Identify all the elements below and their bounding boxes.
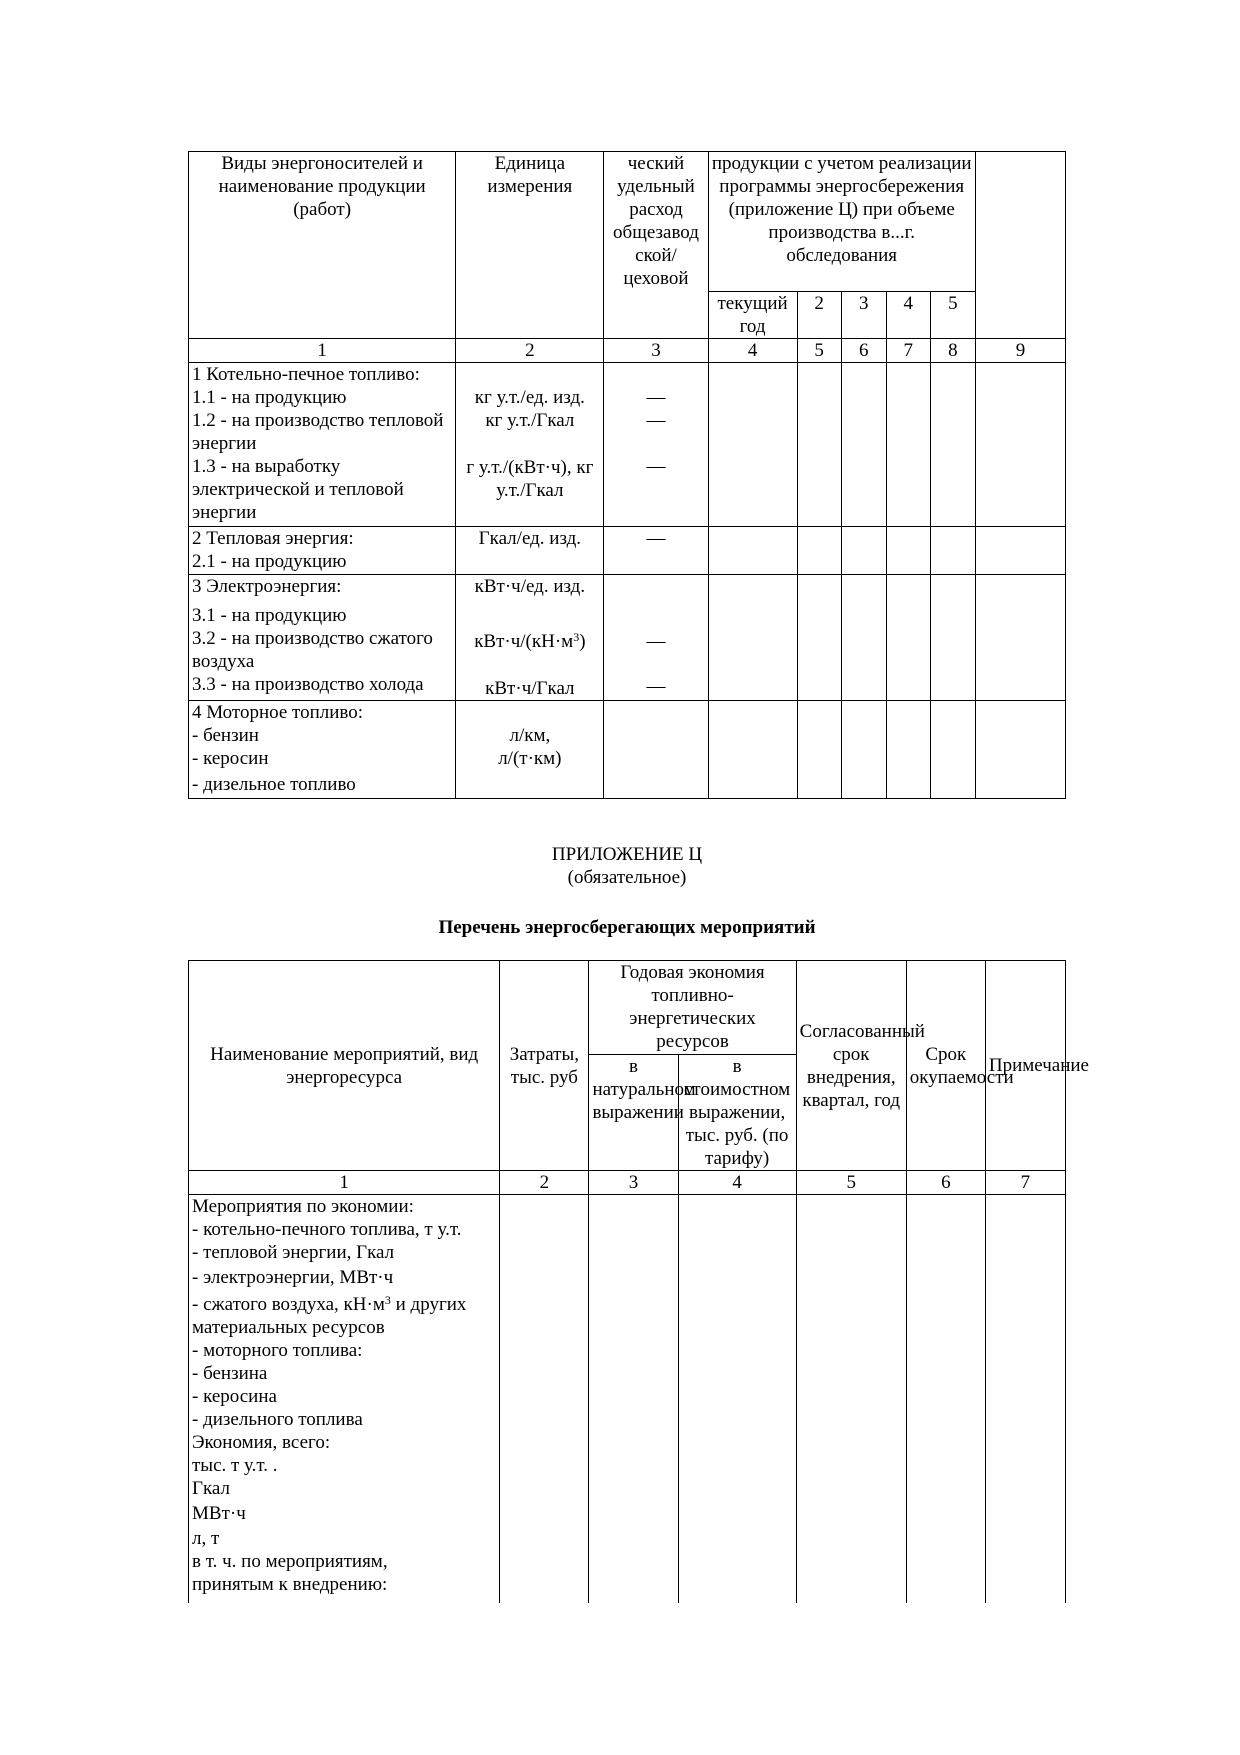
subheader-natural: в натуральном выражении <box>589 1055 678 1171</box>
col-num: 5 <box>797 339 841 363</box>
subheader-year-5: 5 <box>930 292 975 339</box>
section-dashes: — — — <box>604 363 708 527</box>
header-agreed-deadline: Согласованный срок внедрения, квартал, год <box>796 961 906 1171</box>
header-norms-group: продукции с учетом реализации программы энергосбережения (приложение Ц) при объеме производства в...г. обследования <box>708 152 975 292</box>
subheader-monetary: в стоимостном выражении, тыс. руб. (по тарифу) <box>678 1055 796 1171</box>
col-num: 8 <box>930 339 975 363</box>
table-row <box>189 701 1066 799</box>
section-units: кВт·ч/ед. изд. $кВт\cdot ч/(кН\cdot м^3)$ кВт·ч/Гкал <box>456 575 604 701</box>
col-num: 2 <box>456 339 604 363</box>
col-num: 9 <box>975 339 1065 363</box>
col-num: 1 <box>189 1171 500 1195</box>
col-num: 1 <box>189 339 456 363</box>
section-dashes: — <box>604 527 708 575</box>
col-num: 4 <box>678 1171 796 1195</box>
table-row <box>189 575 1066 701</box>
header-note: Примечание <box>985 961 1065 1171</box>
header-col9 <box>975 152 1065 339</box>
subheader-year-2: 2 <box>797 292 841 339</box>
table-row <box>189 363 1066 527</box>
section-units: л/км, л/(т·км) <box>456 701 604 799</box>
col-num: 7 <box>886 339 930 363</box>
subheader-year-3: 3 <box>841 292 886 339</box>
col-num: 4 <box>708 339 797 363</box>
section-names: 4 Моторное топливо: - бензин - керосин - дизельное топливо <box>189 701 456 799</box>
subheader-current-year: текущий год <box>708 292 797 339</box>
header-unit: Единица измерения <box>456 152 604 339</box>
header-annual-savings: Годовая экономия топливно-энергетических ресурсов <box>589 961 796 1055</box>
section-dashes: — — <box>604 575 708 701</box>
col-num: 6 <box>906 1171 985 1195</box>
col-num: 5 <box>796 1171 906 1195</box>
header-specific-consumption: ческий удельный расход общезавод ской/ цеховой <box>604 152 708 339</box>
header-payback: Срок окупаемости <box>906 961 985 1171</box>
section-units: Гкал/ед. изд. <box>456 527 604 575</box>
col-num: 6 <box>841 339 886 363</box>
header-costs: Затраты, тыс. руб <box>500 961 589 1171</box>
table-row <box>189 527 1066 575</box>
column-number-row <box>189 339 1066 363</box>
appendix-list-heading: Перечень энергосберегающих мероприятий <box>438 917 816 938</box>
section-units: кг у.т./ед. изд. кг у.т./Гкал г у.т./(кВт·ч), кг у.т./Гкал <box>456 363 604 527</box>
table-row <box>189 1195 1066 1603</box>
appendix-subtitle: (обязательное) <box>567 867 687 888</box>
section-names: 3 Электроэнергия: 3.1 - на продукцию 3.2 - на производство сжатого воздуха 3.3 - на производство холода <box>189 575 456 701</box>
header-measure-name: Наименование мероприятий, вид энергоресурса <box>189 961 500 1171</box>
col-num: 7 <box>985 1171 1065 1195</box>
subheader-year-4: 4 <box>886 292 930 339</box>
measures-table <box>188 960 1089 1603</box>
appendix-title: ПРИЛОЖЕНИЕ Ц <box>551 844 703 865</box>
section-names: 1 Котельно-печное топливо: 1.1 - на продукцию 1.2 - на производство тепловой энергии 1.3 - на выработку электрической и тепловой энергии <box>189 363 456 527</box>
column-number-row <box>189 1171 1066 1195</box>
col-num: 2 <box>500 1171 589 1195</box>
header-resource-type: Виды энергоносителей и наименование продукции (работ) <box>189 152 456 339</box>
energy-norms-table <box>188 151 1066 799</box>
col-num: 3 <box>604 339 708 363</box>
col-num: 3 <box>589 1171 678 1195</box>
section-names: 2 Тепловая энергия: 2.1 - на продукцию <box>189 527 456 575</box>
measures-list: Мероприятия по экономии: - котельно-печного топлива, т у.т. - тепловой энергии, Гкал - электроэнергии, МВт·ч - сжатого воздуха, $кН\cdot м^3$ и других материальных ресурсов - моторного топлива: - бензина - керосина - дизельного топлива Экономия, всего: тыс. т у.т. . Гкал МВт·ч л, т в т. ч. по мероприятиям, принятым к внедрению: <box>189 1195 500 1603</box>
